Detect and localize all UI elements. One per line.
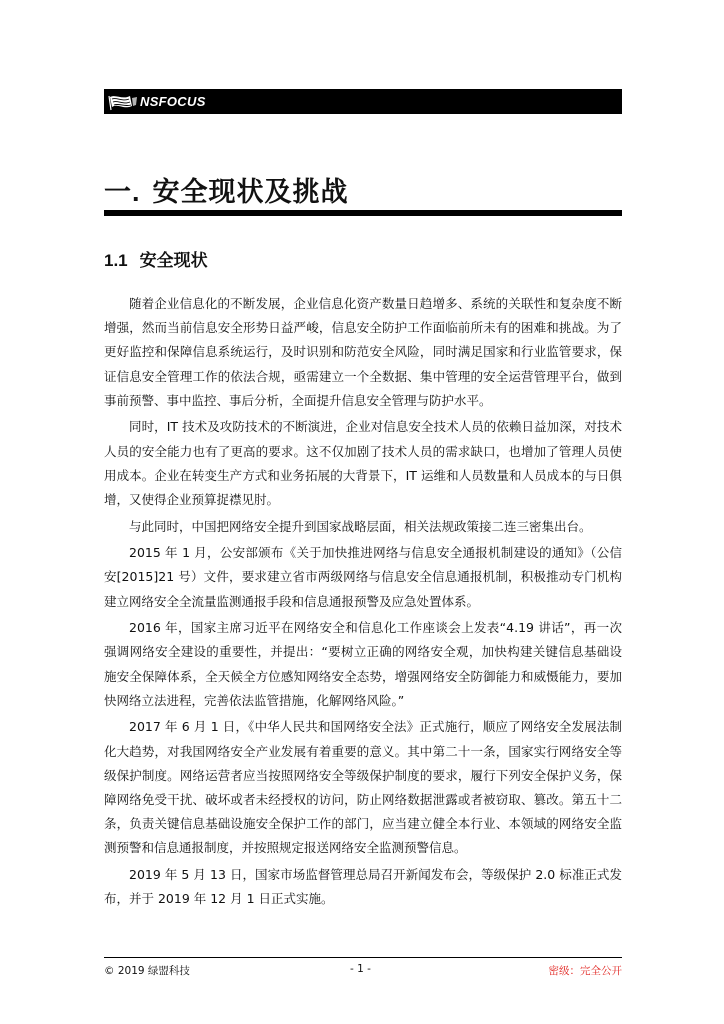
footer-page-number: - 1 -: [350, 963, 371, 975]
flag-wave-icon: [108, 93, 138, 111]
nsfocus-logo: [108, 93, 206, 111]
section-title: 安全现状及挑战: [152, 177, 349, 208]
footer-rule: [104, 957, 622, 958]
subsection-title: 安全现状: [139, 251, 208, 271]
footer-classification: 密级：完全公开: [548, 965, 622, 977]
paragraph: 2019 年 5 月 13 日，国家市场监督管理总局召开新闻发布会，等级保护 2.0 标准正式发布，并于 2019 年 12 月 1 日正式实施。: [104, 867, 622, 907]
paragraph: 同时，IT 技术及攻防技术的不断演进，企业对信息安全技术人员的依赖日益加深，对技术人员的安全能力也有了更高的要求。这不仅加剧了技术人员的需求缺口，也增加了管理人员使用成本。企业在转变生产方式和业务拓展的大背景下，IT 运维和人员数量和人员成本的与日俱增，又使得企业预算捉襟见肘。: [104, 419, 622, 508]
subsection-number: 1.1: [104, 251, 128, 270]
section-rule: [104, 210, 622, 216]
section-number: 一.: [104, 177, 141, 207]
section-heading: [104, 170, 349, 209]
subsection-heading: [104, 246, 208, 271]
header-bar: [104, 89, 622, 114]
paragraph: 与此同时，中国把网络安全提升到国家战略层面，相关法规政策接二连三密集出台。: [129, 518, 592, 534]
footer-copyright: © 2019 绿盟科技: [104, 965, 190, 977]
paragraph: 2016 年，国家主席习近平在网络安全和信息化工作座谈会上发表“4.19 讲话”，再一次强调网络安全建设的重要性，并提出：“要树立正确的网络安全观，加快构建关键信息基础设施安全保障体系，全天候全方位感知网络安全态势，增强网络安全防御能力和威慑能力，要加快网络立法进程，完善依法监管措施，化解网络风险。”: [104, 620, 622, 708]
paragraph: 2017 年 6 月 1 日，《中华人民共和国网络安全法》正式施行，顺应了网络安全发展法制化大趋势，对我国网络安全产业发展有着重要的意义。其中第二十一条，国家实行网络安全等级保护制度。网络运营者应当按照网络安全等级保护制度的要求，履行下列安全保护义务，保障网络免受干扰、破坏或者未经授权的访问，防止网络数据泄露或者被窃取、篡改。第五十二条，负责关键信息基础设施安全保护工作的部门，应当建立健全本行业、本领域的网络安全监测预警和信息通报制度，并按照规定报送网络安全监测预警信息。: [104, 719, 622, 856]
paragraph: 随着企业信息化的不断发展，企业信息化资产数量日趋增多、系统的关联性和复杂度不断增强，然而当前信息安全形势日益严峻，信息安全防护工作面临前所未有的困难和挑战。为了更好监控和保障信息系统运行，及时识别和防范安全风险，同时满足国家和行业监管要求，保证信息安全管理工作的依法合规，亟需建立一个全数据、集中管理的安全运营管理平台，做到事前预警、事中监控、事后分析，全面提升信息安全管理与防护水平。: [104, 296, 622, 408]
paragraph: 2015 年 1 月，公安部颁布《关于加快推进网络与信息安全通报机制建设的通知》（公信安[2015]21 号）文件，要求建立省市两级网络与信息安全信息通报机制，积极推动专门机构建立网络安全全流量监测通报手段和信息通报预警及应急处置体系。: [104, 545, 622, 609]
logo-text: NSFOCUS: [140, 94, 206, 109]
page-footer: [104, 963, 622, 979]
body-text: [104, 292, 622, 914]
